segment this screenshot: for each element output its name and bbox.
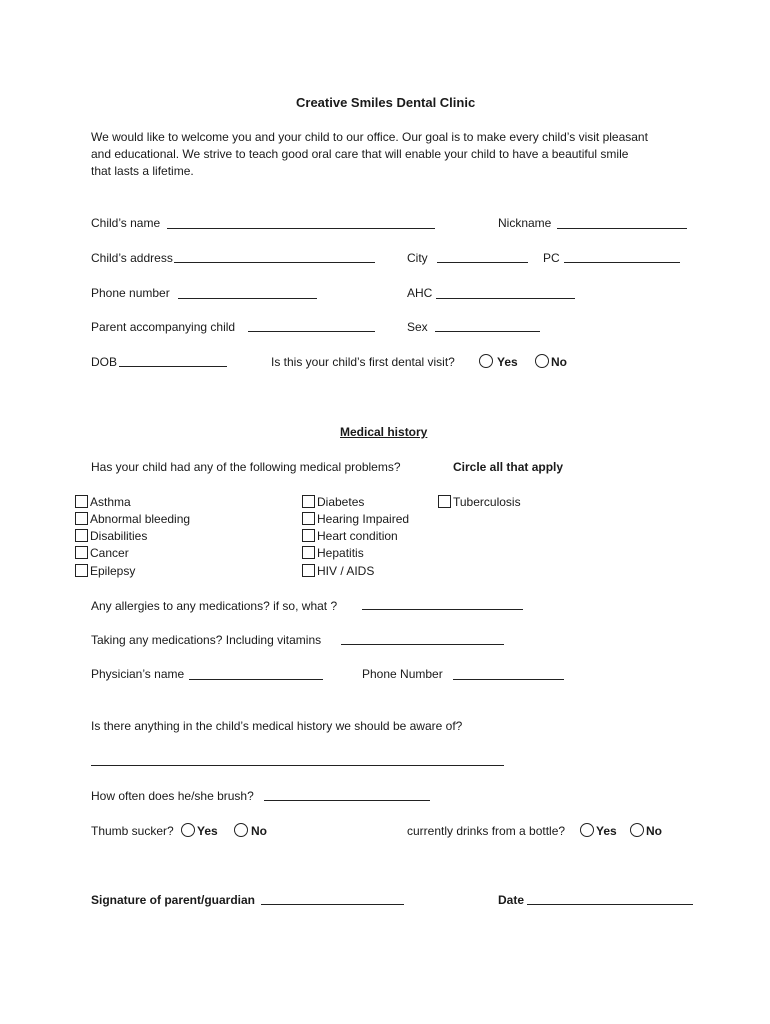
child-name-label: Child’s name: [91, 216, 161, 230]
heart-condition-checkbox[interactable]: [302, 529, 315, 542]
city-label: City: [407, 251, 428, 265]
cancer-checkbox[interactable]: [75, 546, 88, 559]
brush-label: How often does he/she brush?: [91, 789, 254, 803]
medications-label: Taking any medications? Including vitamins: [91, 633, 322, 647]
nickname-field[interactable]: [557, 228, 687, 229]
hiv-aids-checkbox[interactable]: [302, 564, 315, 577]
physician-phone-field[interactable]: [453, 679, 564, 680]
thumb-yes-radio[interactable]: [181, 823, 195, 837]
bottle-label: currently drinks from a bottle?: [407, 824, 566, 838]
condition-label: Tuberculosis: [453, 495, 521, 509]
thumb-no-label: No: [251, 824, 267, 838]
ahc-field[interactable]: [436, 298, 575, 299]
allergies-label: Any allergies to any medications? if so, what ?: [91, 599, 338, 613]
condition-label: Hepatitis: [317, 546, 364, 560]
parent-accompanying-field[interactable]: [248, 331, 375, 332]
pc-field[interactable]: [564, 262, 680, 263]
dob-label: DOB: [91, 355, 118, 369]
condition-label: Cancer: [90, 546, 129, 560]
first-visit-yes-label: Yes: [497, 355, 518, 369]
ahc-label: AHC: [407, 286, 433, 300]
condition-label: Abnormal bleeding: [90, 512, 191, 526]
date-field[interactable]: [527, 904, 693, 905]
intro-paragraph: We would like to welcome you and your child to our office. Our goal is to make every child’s visit pleasant and educational. We strive to teach good oral care that will enable your child to have a beautiful smile that lasts a lifetime.: [91, 130, 648, 178]
parent-accompanying-label: Parent accompanying child: [91, 320, 236, 334]
child-name-field[interactable]: [167, 228, 435, 229]
condition-label: HIV / AIDS: [317, 564, 375, 578]
bottle-no-label: No: [646, 824, 662, 838]
physician-name-field[interactable]: [189, 679, 323, 680]
thumb-yes-label: Yes: [197, 824, 218, 838]
physician-phone-label: Phone Number: [362, 667, 443, 681]
epilepsy-checkbox[interactable]: [75, 564, 88, 577]
brush-field[interactable]: [264, 800, 430, 801]
city-field[interactable]: [437, 262, 528, 263]
signature-field[interactable]: [261, 904, 404, 905]
bottle-yes-radio[interactable]: [580, 823, 594, 837]
signature-label: Signature of parent/guardian: [91, 893, 256, 907]
first-visit-label: Is this your child’s first dental visit?: [271, 355, 455, 369]
condition-label: Disabilities: [90, 529, 148, 543]
first-visit-yes-radio[interactable]: [479, 354, 493, 368]
condition-label: Epilepsy: [90, 564, 136, 578]
first-visit-no-radio[interactable]: [535, 354, 549, 368]
phone-number-field[interactable]: [178, 298, 317, 299]
dob-field[interactable]: [119, 366, 227, 367]
sex-field[interactable]: [435, 331, 540, 332]
history-answer-field[interactable]: [91, 765, 504, 766]
allergies-field[interactable]: [362, 609, 523, 610]
sex-label: Sex: [407, 320, 428, 334]
asthma-checkbox[interactable]: [75, 495, 88, 508]
bottle-yes-label: Yes: [596, 824, 617, 838]
condition-label: Asthma: [90, 495, 131, 509]
condition-label: Heart condition: [317, 529, 398, 543]
medical-history-heading: Medical history: [340, 425, 428, 439]
thumb-sucker-label: Thumb sucker?: [91, 824, 174, 838]
condition-label: Hearing Impaired: [317, 512, 410, 526]
history-question-label: Is there anything in the child’s medical history we should be aware of?: [91, 719, 463, 733]
medical-problems-question: Has your child had any of the following medical problems?: [91, 460, 401, 474]
tuberculosis-checkbox[interactable]: [438, 495, 451, 508]
date-label: Date: [498, 893, 525, 907]
abnormal-bleeding-checkbox[interactable]: [75, 512, 88, 525]
nickname-label: Nickname: [498, 216, 552, 230]
hepatitis-checkbox[interactable]: [302, 546, 315, 559]
child-address-field[interactable]: [174, 262, 375, 263]
thumb-no-radio[interactable]: [234, 823, 248, 837]
medications-field[interactable]: [341, 644, 504, 645]
physician-name-label: Physician’s name: [91, 667, 185, 681]
child-address-label: Child’s address: [91, 251, 173, 265]
diabetes-checkbox[interactable]: [302, 495, 315, 508]
disabilities-checkbox[interactable]: [75, 529, 88, 542]
page-title: Creative Smiles Dental Clinic: [296, 95, 476, 110]
bottle-no-radio[interactable]: [630, 823, 644, 837]
condition-label: Diabetes: [317, 495, 365, 509]
phone-number-label: Phone number: [91, 286, 170, 300]
first-visit-no-label: No: [551, 355, 567, 369]
pc-label: PC: [543, 251, 560, 265]
circle-instruction: Circle all that apply: [453, 460, 564, 474]
hearing-impaired-checkbox[interactable]: [302, 512, 315, 525]
